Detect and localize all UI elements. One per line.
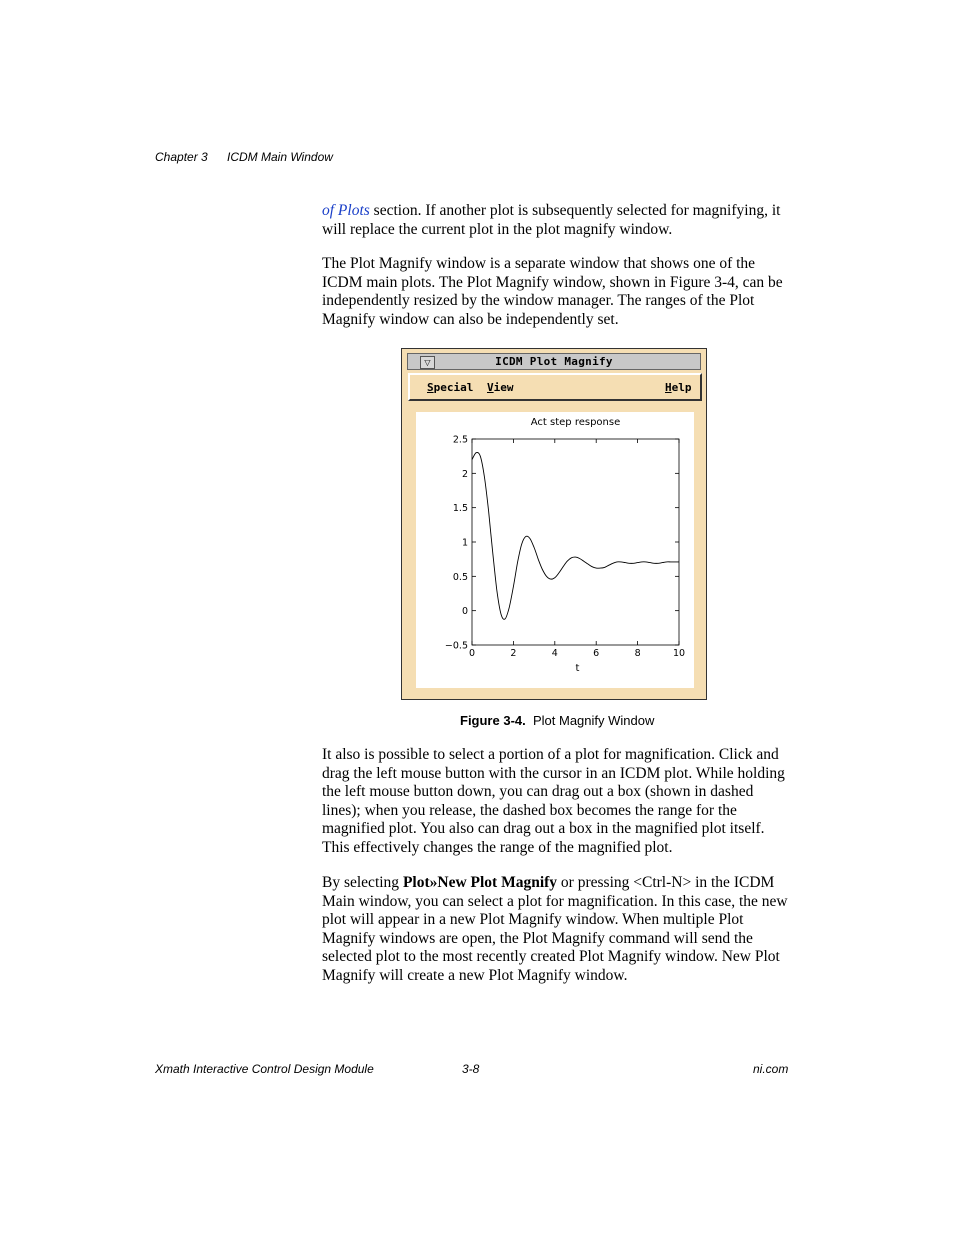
x-tick-label: 2 [510,648,517,659]
paragraph-2: The Plot Magnify window is a separate window that shows one of the ICDM main plots. The Plot Magnify window, shown in Figure 3-4, can be independently resized by the window manager. The ranges of the Plot Magnify window can also be independently set. [322,255,783,328]
menu-special[interactable]: Special [427,381,474,394]
running-header-chapter: Chapter 3 [155,150,208,164]
footer-url: ni.com [753,1062,789,1076]
series-line [472,452,679,619]
y-tick-label: 2 [461,468,468,480]
running-header-section: ICDM Main Window [227,150,333,164]
paragraph-1-text: section. If another plot is subsequently selected for magnifying, it will replace the current plot in the plot magnify window. [322,202,781,238]
y-tick-label: 2.5 [452,434,468,446]
plot-frame [472,439,679,645]
y-tick-label: 0 [461,606,468,618]
step-response-chart [416,412,694,688]
y-tick-label: 1 [461,537,468,549]
x-tick-label: 6 [593,648,600,659]
menu-view[interactable]: View [487,381,514,394]
window-title: ICDM Plot Magnify [495,355,613,368]
chart-title: Act step response [530,417,621,428]
y-tick-label: 0.5 [452,571,468,583]
window-titlebar[interactable] [407,353,701,370]
x-axis-label: t [575,663,580,674]
paragraph-1 [322,202,792,239]
menubar [408,373,702,401]
x-tick-label: 4 [551,648,558,659]
y-tick-label: −0.5 [444,640,468,652]
plot-magnify-window [401,348,707,700]
menu-path: Plot»New Plot Magnify [402,874,558,891]
paragraph-3: It also is possible to select a portion of a plot for magnification. Click and drag the left mouse button with the cursor in an ICDM plot. While holding the left mouse button down, you can drag out a box (shown in dashed lines); when you release, the dashed box becomes the range for the magnified plot. You also can drag out a box in the magnified plot itself. This effectively changes the range of the magnified plot. [322,746,785,856]
paragraph-4: By selecting Plot»New Plot Magnify or pressing <Ctrl-N> in the ICDM Main window, you can select a plot for magnification. In this case, the new plot will appear in a new Plot Magnify window. When multiple Plot Magnify windows are open, the Plot Magnify command will send the selected plot to the most recently created Plot Magnify window. New Plot Magnify will create a new Plot Magnify window. [322,874,788,984]
triangle-down-icon: ▽ [424,358,431,367]
x-tick-label: 0 [468,648,476,659]
menu-help[interactable]: Help [665,381,692,394]
page-number: 3-8 [462,1062,480,1076]
x-tick-label: 10 [672,648,686,659]
x-tick-label: 8 [634,648,641,659]
figure-label: Figure 3-4. [460,713,526,728]
figure-caption [460,713,654,728]
y-tick-label: 1.5 [452,503,468,515]
footer-title: Xmath Interactive Control Design Module [155,1062,374,1076]
plot-area[interactable] [416,412,694,688]
of-plots-link[interactable]: of Plots [322,202,370,219]
figure-title: Plot Magnify Window [532,713,655,728]
